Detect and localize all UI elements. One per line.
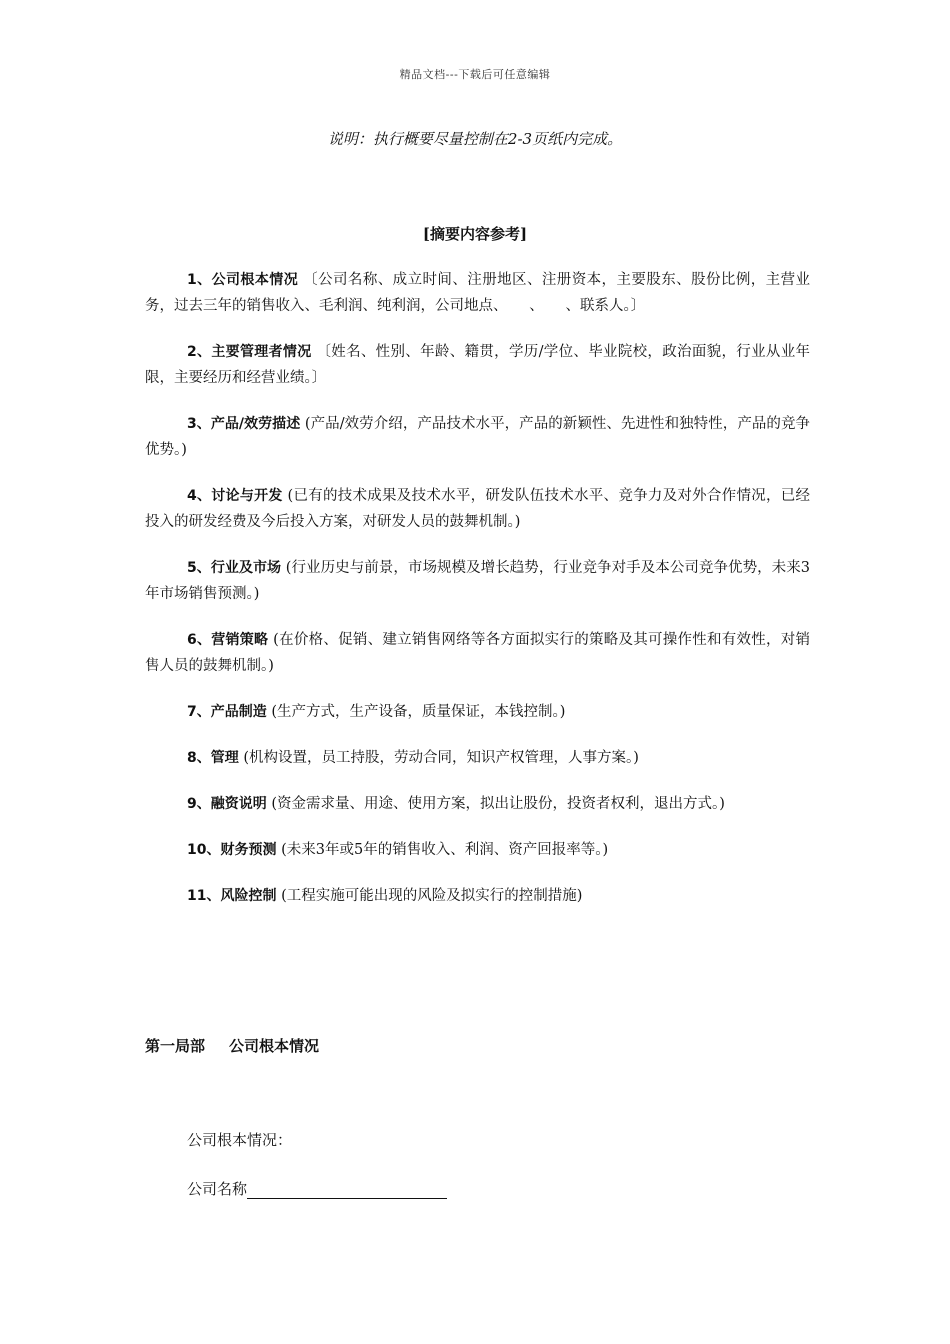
item-number: 10、	[187, 842, 221, 858]
page-header: 精品文档---下载后可任意编辑	[399, 68, 551, 81]
item-number: 4、	[187, 488, 212, 504]
item-description: (已有的技术成果及技术水平，研发队伍技术水平、竞争力及对外合作情况，已经投入的研发经费及今后投入方案，对研发人员的鼓舞机制。)	[145, 488, 811, 530]
summary-item	[145, 339, 810, 391]
item-heading: 产品制造	[210, 704, 267, 720]
part-title: 公司根本情况	[229, 1037, 320, 1055]
part-label: 第一局部	[145, 1037, 206, 1055]
summary-item	[145, 483, 810, 535]
item-number: 2、	[187, 344, 212, 360]
item-heading: 主要管理者情况	[211, 344, 312, 360]
item-number: 1、	[187, 272, 212, 288]
summary-item	[145, 627, 810, 679]
item-description: (在价格、促销、建立销售网络等各方面拟实行的策略及其可操作性和有效性，对销售人员的鼓舞机制。)	[145, 632, 811, 674]
summary-item	[145, 791, 810, 817]
item-description: 〔公司名称、成立时间、注册地区、注册资本，主要股东、股份比例，主营业务，过去三年的销售收入、毛利润、纯利润，公司地点、 、 、联系人。〕	[145, 272, 811, 314]
item-heading: 讨论与开发	[211, 488, 283, 504]
summary-item	[145, 837, 810, 863]
item-description: (未来3年或5年的销售收入、利润、资产回报率等。)	[281, 842, 609, 858]
item-number: 9、	[187, 796, 211, 812]
item-number: 11、	[187, 888, 221, 904]
item-heading: 风险控制	[220, 888, 277, 904]
company-name-label: 公司名称	[187, 1180, 248, 1198]
instruction-note: 说明：执行概要尽量控制在2-3页纸内完成。	[327, 130, 623, 148]
company-name-row	[187, 1178, 447, 1199]
summary-item	[145, 267, 810, 319]
item-heading: 营销策略	[211, 632, 269, 648]
item-description: (资金需求量、用途、使用方案，拟出让股份，投资者权利，退出方式。)	[271, 796, 725, 812]
item-number: 6、	[187, 632, 212, 648]
summary-item	[145, 699, 810, 725]
item-number: 3、	[187, 416, 211, 432]
item-number: 5、	[187, 560, 211, 576]
item-heading: 融资说明	[210, 796, 267, 812]
summary-item	[145, 555, 810, 607]
item-description: 〔姓名、性别、年龄、籍贯，学历/学位、毕业院校，政治面貌，行业从业年限，主要经历和经营业绩。〕	[145, 344, 811, 386]
item-heading: 产品/效劳描述	[210, 416, 301, 432]
item-number: 7、	[187, 704, 211, 720]
item-description: (生产方式，生产设备，质量保证，本钱控制。)	[271, 704, 566, 720]
item-description: (工程实施可能出现的风险及拟实行的控制措施)	[281, 888, 583, 904]
item-heading: 管理	[210, 750, 239, 766]
company-name-blank[interactable]	[247, 1182, 447, 1199]
item-number: 8、	[187, 750, 211, 766]
summary-item-list	[145, 267, 810, 929]
item-heading: 财务预测	[220, 842, 277, 858]
item-description: (产品/效劳介绍，产品技术水平，产品的新颖性、先进性和独特性，产品的竞争优势。)	[145, 416, 810, 458]
item-heading: 行业及市场	[210, 560, 282, 576]
summary-item	[145, 883, 810, 909]
summary-item	[145, 745, 810, 771]
part-heading	[145, 1035, 319, 1056]
item-description: (行业历史与前景，市场规模及增长趋势，行业竞争对手及本公司竞争优势，未来3年市场销售预测。)	[145, 560, 811, 602]
section-title: [摘要内容参考]	[422, 225, 528, 243]
basic-info-label: 公司根本情况：	[187, 1131, 293, 1149]
item-description: (机构设置，员工持股，劳动合同，知识产权管理，人事方案。)	[243, 750, 639, 766]
summary-item	[145, 411, 810, 463]
item-heading: 公司根本情况	[211, 272, 299, 288]
